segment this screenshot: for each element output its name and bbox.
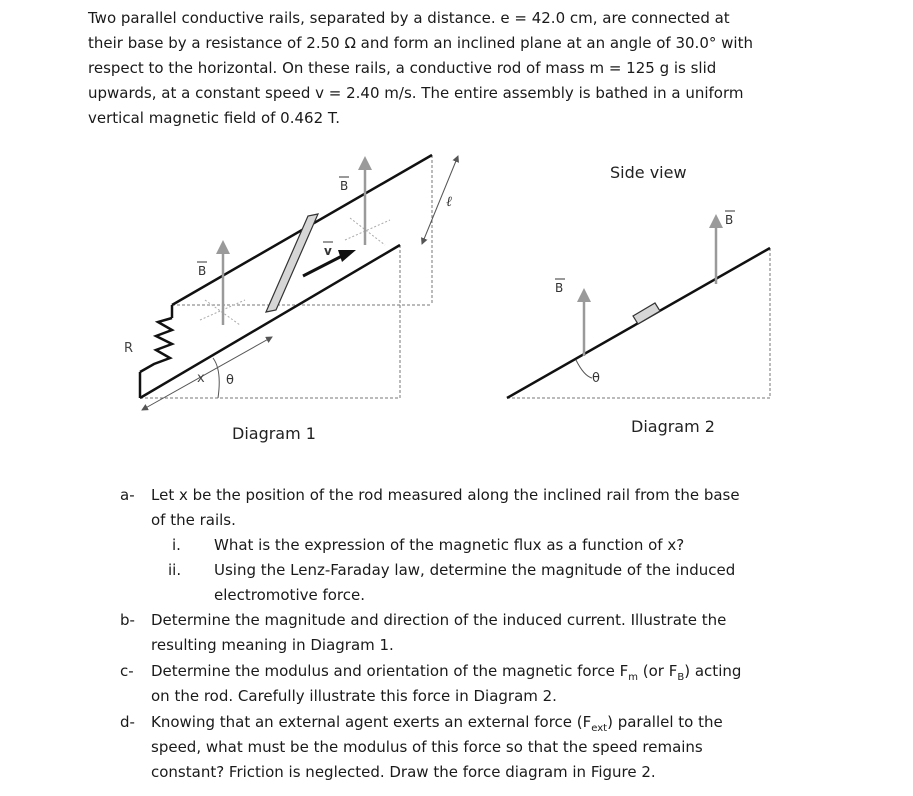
question-a-line-1: Let x be the position of the rod measured along the inclined rail from the base — [151, 486, 740, 504]
question-d-line-3: constant? Friction is neglected. Draw the force diagram in Figure 2. — [151, 763, 656, 781]
question-a-ii-text — [214, 558, 735, 608]
question-a-ii-marker: ii. — [168, 561, 182, 579]
diagram-1-caption: Diagram 1 — [232, 424, 316, 443]
intro-line-5: vertical magnetic field of 0.462 T. — [88, 109, 341, 127]
ell-label: ℓ — [446, 194, 452, 210]
question-d-text — [151, 710, 723, 785]
question-a-i-marker: i. — [172, 536, 181, 554]
question-c-line-2: on the rod. Carefully illustrate this force in Diagram 2. — [151, 687, 557, 705]
theta-arc-2 — [576, 360, 592, 378]
diagram-2 — [507, 163, 770, 436]
intro-line-1: Two parallel conductive rails, separated by a distance. e = 42.0 cm, are connected at — [88, 9, 730, 27]
x-label: x — [197, 371, 205, 386]
b-field-arrow-2 — [358, 156, 372, 245]
question-b-line-2: resulting meaning in Diagram 1. — [151, 636, 394, 654]
question-b-line-1: Determine the magnitude and direction of the induced current. Illustrate the — [151, 611, 727, 629]
b-field-arrow-3 — [577, 288, 591, 356]
b-label-3: B — [555, 281, 564, 295]
diagram-2-caption: Diagram 2 — [631, 417, 715, 436]
theta-label-2: θ — [592, 371, 600, 386]
question-a-marker: a- — [120, 486, 135, 504]
question-d-marker: d- — [120, 713, 135, 731]
question-a-i-line-1: What is the expression of the magnetic flux as a function of x? — [214, 536, 685, 554]
ell-dimension-arrow — [422, 156, 458, 244]
theta-label-1: θ — [226, 373, 234, 388]
rod-block — [633, 303, 660, 324]
question-d-line-1: Knowing that an external agent exerts an external force $(F_{ext})$ parallel to the — [151, 713, 723, 734]
question-c-line-1: Determine the modulus and orientation of the magnetic force $F_m$ (or $F_B$) acting — [151, 662, 742, 683]
question-c-marker: c- — [120, 662, 134, 680]
theta-arc-1 — [213, 358, 219, 398]
diagram-1 — [124, 155, 458, 443]
question-d-line-2: speed, what must be the modulus of this force so that the speed remains — [151, 738, 703, 756]
intro-line-2: their base by a resistance of 2.50 Ω and form an inclined plane at an angle of 30.0° with — [88, 34, 753, 52]
b-label-2: B — [340, 179, 349, 193]
b-field-arrow-1 — [216, 240, 230, 325]
question-a-i-text — [214, 533, 684, 558]
question-b-marker: b- — [120, 611, 135, 629]
intro-line-4: upwards, at a constant speed v = 2.40 m/s. The entire assembly is bathed in a uniform — [88, 84, 744, 102]
question-a-ii-line-1: Using the Lenz-Faraday law, determine the magnitude of the induced — [214, 561, 736, 579]
resistor-symbol — [140, 318, 172, 372]
b-label-4: B — [725, 213, 734, 227]
b-field-arrow-4 — [709, 214, 723, 284]
question-a-line-2: of the rails. — [151, 511, 236, 529]
b-label-1: B — [198, 264, 207, 278]
intro-line-3: respect to the horizontal. On these rails, a conductive rod of mass m = 125 g is slid — [88, 59, 717, 77]
question-a-ii-line-2: electromotive force. — [214, 586, 366, 604]
question-b-text — [151, 608, 726, 658]
velocity-label: v — [324, 244, 332, 258]
question-c-text — [151, 659, 741, 709]
side-view-label: Side view — [610, 163, 687, 182]
question-a-text — [151, 483, 740, 533]
resistor-label: R — [124, 341, 134, 356]
